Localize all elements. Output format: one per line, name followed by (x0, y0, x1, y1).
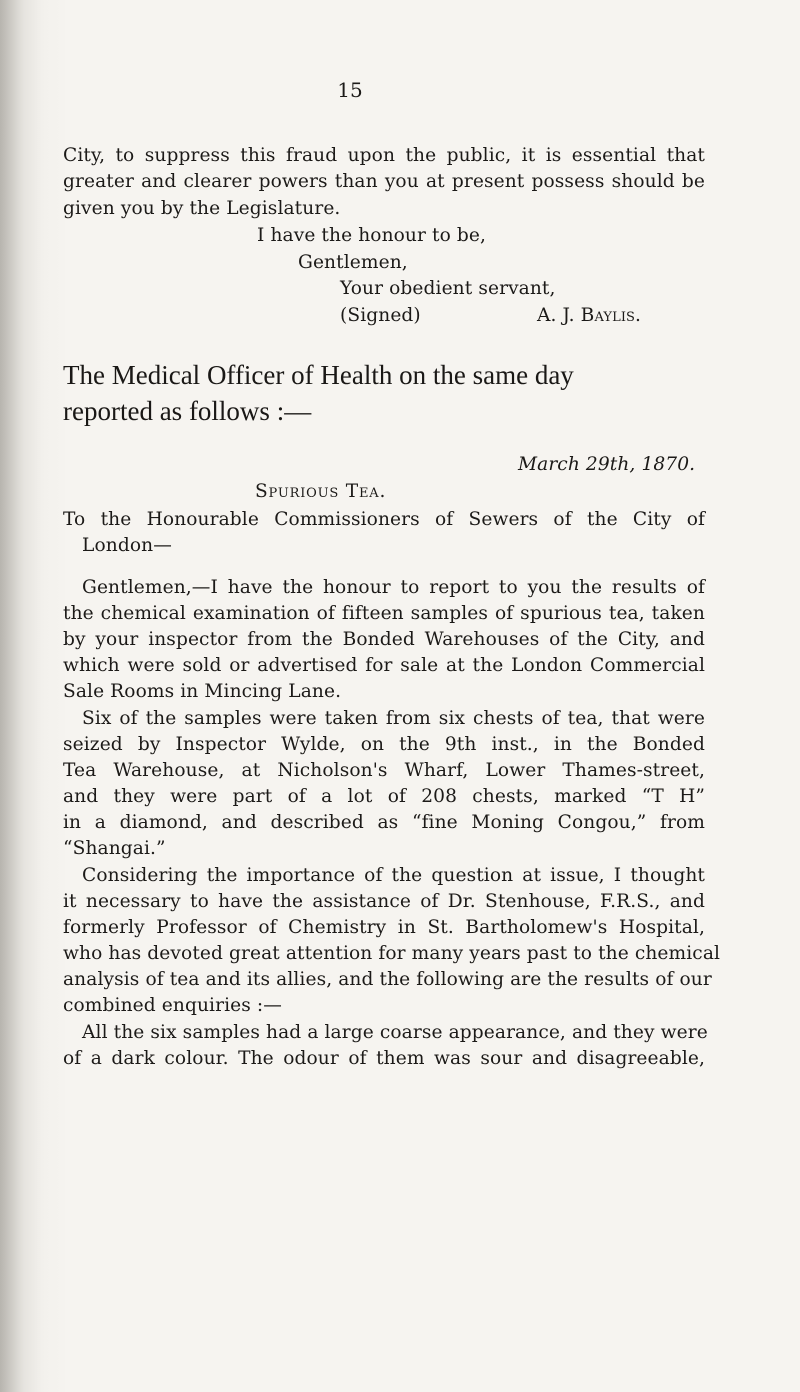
body-line: City, to suppress this fraud upon the public, it is essential that (63, 145, 705, 166)
report-date: March 29th, 1870. (518, 454, 696, 475)
paragraph-line: combined enquiries :— (63, 995, 282, 1016)
paragraph-line: analysis of tea and its allies, and the following are the results of our (63, 969, 712, 990)
report-title: Spurious Tea. (255, 481, 387, 502)
paragraph-line: of a dark colour. The odour of them was sour and disagreeable, (63, 1048, 705, 1069)
paragraph-line: seized by Inspector Wylde, on the 9th inst., in the Bonded (63, 734, 705, 755)
paragraph-line: in a diamond, and described as “fine Moning Congou,” from (63, 812, 705, 833)
paragraph-line: it necessary to have the assistance of Dr. Stenhouse, F.R.S., and (63, 891, 705, 912)
paragraph-line: by your inspector from the Bonded Warehouses of the City, and (63, 629, 705, 650)
paragraph-line: Considering the importance of the question at issue, I thought (82, 865, 705, 886)
closing-line: Gentlemen, (298, 252, 408, 273)
paragraph-line: formerly Professor of Chemistry in St. Bartholomew's Hospital, (63, 917, 705, 938)
paragraph-line: Tea Warehouse, at Nicholson's Wharf, Lower Thames-street, (63, 760, 705, 781)
paragraph-line: Sale Rooms in Mincing Lane. (63, 681, 342, 702)
body-line: greater and clearer powers than you at present possess should be (63, 171, 705, 192)
closing-line: I have the honour to be, (257, 225, 487, 246)
paragraph-line: Six of the samples were taken from six chests of tea, that were (82, 708, 705, 729)
paragraph-line: which were sold or advertised for sale at the London Commercial (63, 655, 705, 676)
addressee-line: To the Honourable Commissioners of Sewers of the City of (63, 509, 705, 530)
paragraph-line: the chemical examination of fifteen samples of spurious tea, taken (63, 603, 705, 624)
page-binding-shadow (0, 0, 40, 1392)
signed-label: (Signed) (340, 305, 421, 326)
paragraph-line: Gentlemen,—I have the honour to report to you the results of (82, 577, 705, 598)
paragraph-line: “Shangai.” (63, 838, 166, 859)
page-number: 15 (337, 78, 363, 102)
section-heading-line: reported as follows :— (63, 396, 312, 426)
paragraph-line: and they were part of a lot of 208 chests, marked “T H” (63, 786, 705, 807)
signature: A. J. Baylis. (537, 305, 642, 326)
section-heading-line: The Medical Officer of Health on the same day (63, 360, 574, 390)
paragraph-line: All the six samples had a large coarse appearance, and they were (82, 1022, 708, 1043)
body-line: given you by the Legislature. (63, 198, 341, 219)
closing-line: Your obedient servant, (340, 278, 556, 299)
addressee-line: London— (82, 535, 172, 556)
paragraph-line: who has devoted great attention for many years past to the chemical (63, 943, 721, 964)
